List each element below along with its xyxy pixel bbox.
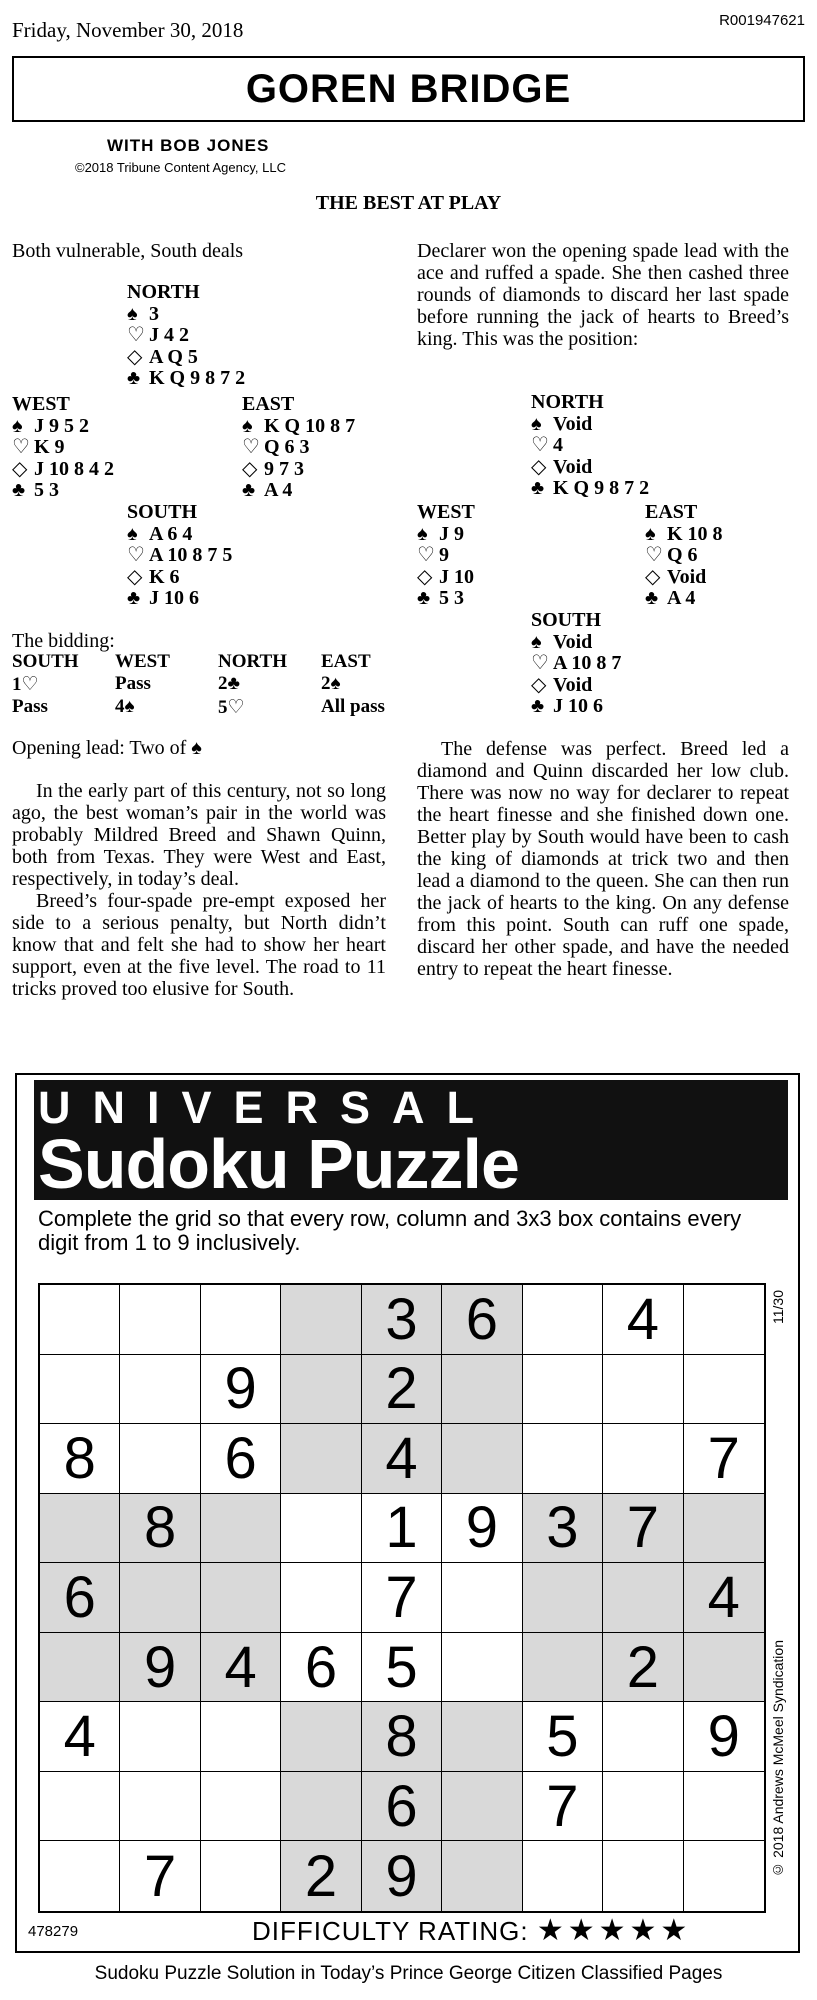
sudoku-cell[interactable] bbox=[281, 1494, 361, 1564]
position-east-clubs: A 4 bbox=[667, 587, 696, 610]
club-icon: ♣ bbox=[417, 587, 431, 610]
bid: 2♠ bbox=[321, 673, 341, 694]
sudoku-cell[interactable] bbox=[523, 1424, 603, 1494]
bid: 2♣ bbox=[218, 673, 240, 694]
sudoku-cell[interactable] bbox=[523, 1633, 603, 1703]
sudoku-cell[interactable] bbox=[40, 1494, 120, 1564]
sudoku-cell[interactable] bbox=[201, 1841, 281, 1911]
bidding-header: EAST bbox=[321, 651, 371, 672]
article-headline: THE BEST AT PLAY bbox=[315, 192, 502, 214]
sudoku-cell[interactable] bbox=[442, 1424, 522, 1494]
position-west-spades: J 9 bbox=[439, 522, 464, 545]
sudoku-cell[interactable]: 5 bbox=[362, 1633, 442, 1703]
position-west-clubs: 5 3 bbox=[439, 587, 464, 610]
sudoku-banner-top: UNIVERSAL bbox=[38, 1082, 497, 1133]
hand-south-label: SOUTH bbox=[127, 501, 198, 523]
spade-icon: ♠ bbox=[127, 522, 138, 545]
position-east-label: EAST bbox=[645, 501, 698, 523]
sudoku-cell[interactable]: 8 bbox=[362, 1702, 442, 1772]
position-west bbox=[417, 502, 475, 610]
star-rating-icon: ★★★★★ bbox=[536, 1914, 692, 1947]
hand-south-hearts: A 10 8 7 5 bbox=[149, 544, 233, 567]
bid: 4♠ bbox=[115, 696, 135, 717]
sudoku-cell[interactable] bbox=[281, 1702, 361, 1772]
hand-east-spades: K Q 10 8 7 bbox=[264, 414, 356, 437]
sudoku-cell[interactable]: 3 bbox=[523, 1494, 603, 1564]
heart-icon: ♡ bbox=[531, 652, 549, 675]
sudoku-cell[interactable] bbox=[120, 1424, 200, 1494]
document-id: R001947621 bbox=[719, 12, 805, 29]
paragraph: The defense was perfect. Breed led a diamond and Quinn discarded her low club. There was now no way for declarer to repeat the heart finesse and she finished down one. Better play by South would have been to cash the king of diamonds at trick two and then lead a diamond to the queen. She can then run the jack of hearts to the king. On any defense from this point. South can ruff one spade, discard her other spade, and have the needed entry to repeat the heart finesse. bbox=[417, 738, 789, 980]
hand-south bbox=[127, 502, 232, 610]
bidding-table bbox=[12, 651, 424, 719]
club-icon: ♣ bbox=[12, 479, 26, 502]
sudoku-cell[interactable]: 9 bbox=[201, 1355, 281, 1425]
sudoku-cell[interactable]: 8 bbox=[40, 1424, 120, 1494]
spade-icon: ♠ bbox=[645, 522, 656, 545]
position-south-spades: Void bbox=[553, 630, 593, 653]
spade-icon: ♠ bbox=[531, 630, 542, 653]
diamond-icon: ◇ bbox=[242, 457, 258, 480]
sudoku-cell[interactable] bbox=[40, 1285, 120, 1355]
hand-north-label: NORTH bbox=[127, 281, 200, 303]
position-south-label: SOUTH bbox=[531, 609, 602, 631]
hand-east-clubs: A 4 bbox=[264, 479, 293, 502]
sudoku-cell[interactable] bbox=[603, 1424, 683, 1494]
heart-icon: ♡ bbox=[12, 436, 30, 459]
sudoku-cell[interactable] bbox=[120, 1285, 200, 1355]
sudoku-cell[interactable] bbox=[281, 1772, 361, 1842]
footer-note: Sudoku Puzzle Solution in Today’s Prince George Citizen Classified Pages bbox=[94, 1963, 723, 1984]
sudoku-cell[interactable] bbox=[120, 1563, 200, 1633]
sudoku-cell[interactable]: 1 bbox=[362, 1494, 442, 1564]
hand-west bbox=[12, 394, 114, 502]
sudoku-cell[interactable]: 6 bbox=[40, 1563, 120, 1633]
hand-south-diamonds: K 6 bbox=[149, 565, 180, 588]
bidding-row bbox=[12, 696, 424, 719]
sudoku-cell[interactable] bbox=[442, 1702, 522, 1772]
heart-icon: ♡ bbox=[127, 324, 145, 347]
sudoku-cell[interactable]: 6 bbox=[281, 1633, 361, 1703]
hand-west-label: WEST bbox=[12, 393, 70, 415]
heart-icon: ♡ bbox=[645, 544, 663, 567]
diamond-icon: ◇ bbox=[417, 565, 433, 588]
sudoku-cell[interactable] bbox=[201, 1702, 281, 1772]
publication-date: Friday, November 30, 2018 bbox=[12, 18, 244, 42]
difficulty-label: DIFFICULTY RATING: bbox=[252, 1916, 529, 1946]
sudoku-cell[interactable] bbox=[281, 1285, 361, 1355]
bidding-header: SOUTH bbox=[12, 651, 79, 672]
sudoku-cell[interactable]: 2 bbox=[362, 1355, 442, 1425]
position-west-diamonds: J 10 bbox=[439, 565, 474, 588]
sudoku-cell[interactable]: 6 bbox=[201, 1424, 281, 1494]
sudoku-cell[interactable] bbox=[40, 1355, 120, 1425]
paragraph: Breed’s four-spade pre-empt exposed her side to a serious penalty, but North didn’t know that and felt she had to show her heart support, even at the five level. The road to 11 tricks proved too elusive for South. bbox=[12, 890, 386, 1000]
sudoku-cell[interactable] bbox=[523, 1841, 603, 1911]
sudoku-cell[interactable] bbox=[40, 1633, 120, 1703]
bidding-header-row bbox=[12, 651, 424, 673]
hand-north-clubs: K Q 9 8 7 2 bbox=[149, 367, 246, 390]
sudoku-cell[interactable] bbox=[684, 1633, 764, 1703]
spade-icon: ♠ bbox=[12, 414, 23, 437]
sudoku-cell[interactable] bbox=[603, 1841, 683, 1911]
sudoku-cell[interactable]: 6 bbox=[442, 1285, 522, 1355]
position-south-clubs: J 10 6 bbox=[553, 695, 603, 718]
sudoku-cell[interactable]: 9 bbox=[362, 1841, 442, 1911]
hand-south-clubs: J 10 6 bbox=[149, 587, 199, 610]
spade-icon: ♠ bbox=[242, 414, 253, 437]
heart-icon: ♡ bbox=[127, 544, 145, 567]
hand-west-spades: J 9 5 2 bbox=[34, 414, 89, 437]
sudoku-cell[interactable]: 7 bbox=[523, 1772, 603, 1842]
bidding-header: NORTH bbox=[218, 651, 288, 672]
bid: Pass bbox=[115, 673, 151, 694]
bidding-row bbox=[12, 673, 424, 696]
sudoku-cell[interactable] bbox=[281, 1563, 361, 1633]
position-east-diamonds: Void bbox=[667, 565, 707, 588]
sudoku-cell[interactable] bbox=[442, 1563, 522, 1633]
title-box bbox=[12, 56, 805, 122]
copyright: ©2018 Tribune Content Agency, LLC bbox=[75, 160, 286, 175]
sudoku-cell[interactable]: 7 bbox=[603, 1494, 683, 1564]
hand-north-spades: 3 bbox=[149, 302, 159, 325]
position-east-hearts: Q 6 bbox=[667, 544, 698, 567]
position-north-clubs: K Q 9 8 7 2 bbox=[553, 477, 650, 500]
sudoku-cell[interactable] bbox=[120, 1772, 200, 1842]
deal-intro: Both vulnerable, South deals bbox=[12, 240, 244, 262]
sudoku-cell[interactable] bbox=[120, 1702, 200, 1772]
position-east bbox=[645, 502, 723, 610]
column2-body bbox=[417, 738, 789, 980]
sudoku-cell[interactable] bbox=[684, 1841, 764, 1911]
position-south bbox=[531, 610, 621, 718]
sudoku-cell[interactable] bbox=[523, 1355, 603, 1425]
sudoku-cell[interactable] bbox=[684, 1772, 764, 1842]
club-icon: ♣ bbox=[127, 367, 141, 390]
sudoku-cell[interactable] bbox=[442, 1841, 522, 1911]
club-icon: ♣ bbox=[127, 587, 141, 610]
sudoku-cell[interactable]: 7 bbox=[362, 1563, 442, 1633]
diamond-icon: ◇ bbox=[12, 457, 28, 480]
hand-north-hearts: J 4 2 bbox=[149, 324, 189, 347]
sudoku-cell[interactable] bbox=[201, 1494, 281, 1564]
position-west-hearts: 9 bbox=[439, 544, 449, 567]
position-south-hearts: A 10 8 7 bbox=[553, 652, 622, 675]
sudoku-title: Sudoku Puzzle bbox=[38, 1125, 519, 1203]
sudoku-cell[interactable]: 7 bbox=[120, 1841, 200, 1911]
hand-east-diamonds: 9 7 3 bbox=[264, 457, 304, 480]
spade-icon: ♠ bbox=[531, 412, 542, 435]
sudoku-cell[interactable]: 4 bbox=[201, 1633, 281, 1703]
sudoku-cell[interactable]: 8 bbox=[120, 1494, 200, 1564]
hand-west-hearts: K 9 bbox=[34, 436, 65, 459]
sudoku-cell[interactable] bbox=[442, 1633, 522, 1703]
bidding-header: WEST bbox=[115, 651, 170, 672]
difficulty-rating bbox=[252, 1913, 691, 1948]
sudoku-cell[interactable] bbox=[442, 1355, 522, 1425]
sudoku-cell[interactable] bbox=[603, 1702, 683, 1772]
position-west-label: WEST bbox=[417, 501, 475, 523]
hand-south-spades: A 6 4 bbox=[149, 522, 193, 545]
position-south-diamonds: Void bbox=[553, 673, 593, 696]
hand-east-hearts: Q 6 3 bbox=[264, 436, 310, 459]
position-north-label: NORTH bbox=[531, 391, 604, 413]
club-icon: ♣ bbox=[645, 587, 659, 610]
sudoku-cell[interactable] bbox=[684, 1285, 764, 1355]
sudoku-cell[interactable] bbox=[281, 1355, 361, 1425]
diamond-icon: ◇ bbox=[531, 455, 547, 478]
heart-icon: ♡ bbox=[531, 434, 549, 457]
hand-east-label: EAST bbox=[242, 393, 295, 415]
position-north bbox=[531, 392, 649, 500]
sudoku-cell[interactable] bbox=[201, 1563, 281, 1633]
sudoku-cell[interactable] bbox=[684, 1355, 764, 1425]
sudoku-cell[interactable]: 5 bbox=[523, 1702, 603, 1772]
sudoku-cell[interactable]: 9 bbox=[684, 1702, 764, 1772]
bid: 5♡ bbox=[218, 697, 245, 718]
hand-north bbox=[127, 282, 245, 390]
hand-west-clubs: 5 3 bbox=[34, 479, 59, 502]
sudoku-cell[interactable]: 4 bbox=[684, 1563, 764, 1633]
diamond-icon: ◇ bbox=[645, 565, 661, 588]
sudoku-cell[interactable] bbox=[603, 1772, 683, 1842]
sudoku-cell[interactable] bbox=[442, 1772, 522, 1842]
club-icon: ♣ bbox=[531, 477, 545, 500]
position-east-spades: K 10 8 bbox=[667, 522, 723, 545]
sudoku-cell[interactable]: 9 bbox=[442, 1494, 522, 1564]
sudoku-instructions: Complete the grid so that every row, column and 3x3 box contains every digit from 1 to 9 inclusively. bbox=[38, 1206, 742, 1255]
bid: Pass bbox=[12, 696, 48, 717]
sudoku-cell[interactable] bbox=[603, 1355, 683, 1425]
sudoku-cell[interactable] bbox=[201, 1772, 281, 1842]
sudoku-cell[interactable] bbox=[281, 1424, 361, 1494]
sudoku-cell[interactable] bbox=[523, 1563, 603, 1633]
sudoku-cell[interactable]: 2 bbox=[281, 1841, 361, 1911]
heart-icon: ♡ bbox=[417, 544, 435, 567]
club-icon: ♣ bbox=[242, 479, 256, 502]
column1-body bbox=[12, 780, 386, 1000]
sudoku-cell[interactable]: 6 bbox=[362, 1772, 442, 1842]
page-title: GOREN BRIDGE bbox=[245, 66, 572, 111]
column2-intro: Declarer won the opening spade lead with the ace and ruffed a spade. She then cashed three rounds of diamonds to discard her last spade before running the jack of hearts to Breed’s king. This was the position: bbox=[417, 240, 789, 350]
sudoku-date-code: 11/30 bbox=[770, 1290, 786, 1324]
hand-east bbox=[242, 394, 355, 502]
sudoku-cell[interactable] bbox=[523, 1285, 603, 1355]
hand-north-diamonds: A Q 5 bbox=[149, 345, 198, 368]
sudoku-cell[interactable]: 4 bbox=[603, 1285, 683, 1355]
paragraph: In the early part of this century, not so long ago, the best woman’s pair in the world was probably Mildred Breed and Shawn Quinn, both from Texas. They were West and East, respectively, in today’s deal. bbox=[12, 780, 386, 890]
sudoku-cell[interactable] bbox=[603, 1563, 683, 1633]
hand-west-diamonds: J 10 8 4 2 bbox=[34, 457, 114, 480]
sudoku-cell[interactable] bbox=[684, 1494, 764, 1564]
sudoku-cell[interactable]: 3 bbox=[362, 1285, 442, 1355]
sudoku-cell[interactable] bbox=[40, 1841, 120, 1911]
spade-icon: ♠ bbox=[417, 522, 428, 545]
puzzle-id: 478279 bbox=[28, 1923, 79, 1940]
sudoku-cell[interactable]: 7 bbox=[684, 1424, 764, 1494]
position-north-spades: Void bbox=[553, 412, 593, 435]
diamond-icon: ◇ bbox=[127, 345, 143, 368]
sudoku-cell[interactable] bbox=[120, 1355, 200, 1425]
heart-icon: ♡ bbox=[242, 436, 260, 459]
sudoku-cell[interactable] bbox=[201, 1285, 281, 1355]
sudoku-cell[interactable] bbox=[40, 1772, 120, 1842]
bid: All pass bbox=[321, 696, 385, 717]
sudoku-grid bbox=[38, 1283, 766, 1913]
byline: WITH BOB JONES bbox=[107, 136, 270, 155]
sudoku-cell[interactable]: 4 bbox=[362, 1424, 442, 1494]
spade-icon: ♠ bbox=[127, 302, 138, 325]
opening-lead: Opening lead: Two of ♠ bbox=[12, 737, 202, 759]
bidding-title: The bidding: bbox=[12, 630, 115, 652]
club-icon: ♣ bbox=[531, 695, 545, 718]
position-north-hearts: 4 bbox=[553, 434, 563, 457]
bid: 1♡ bbox=[12, 674, 39, 695]
sudoku-cell[interactable]: 9 bbox=[120, 1633, 200, 1703]
diamond-icon: ◇ bbox=[127, 565, 143, 588]
syndication-credit: © 2018 Andrews McMeel Syndication bbox=[770, 1640, 786, 1878]
position-north-diamonds: Void bbox=[553, 455, 593, 478]
diamond-icon: ◇ bbox=[531, 673, 547, 696]
sudoku-cell[interactable]: 2 bbox=[603, 1633, 683, 1703]
sudoku-cell[interactable]: 4 bbox=[40, 1702, 120, 1772]
